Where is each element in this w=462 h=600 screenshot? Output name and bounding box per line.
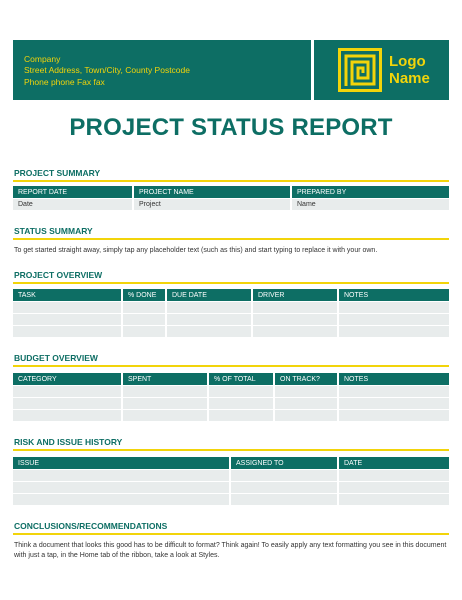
table-cell[interactable]: [275, 385, 337, 397]
table-row: [13, 481, 449, 493]
col-driver[interactable]: DRIVER: [253, 289, 337, 301]
prepared-by-cell[interactable]: Name: [292, 198, 449, 210]
table-cell[interactable]: [231, 481, 337, 493]
project-name-cell[interactable]: Project: [134, 198, 290, 210]
table-cell[interactable]: [339, 313, 449, 325]
col-issue[interactable]: ISSUE: [13, 457, 229, 469]
section-rule: [13, 533, 449, 535]
risk-history-heading[interactable]: RISK AND ISSUE HISTORY: [14, 437, 123, 447]
section-rule: [13, 449, 449, 451]
table-cell[interactable]: [123, 301, 165, 313]
table-cell[interactable]: [231, 469, 337, 481]
company-contact[interactable]: Phone phone Fax fax: [24, 76, 105, 87]
logo-name: [389, 53, 430, 87]
project-overview-heading[interactable]: PROJECT OVERVIEW: [14, 270, 103, 280]
table-cell[interactable]: [209, 385, 273, 397]
col-spent[interactable]: SPENT: [123, 373, 207, 385]
logo-maze-icon: [338, 48, 382, 92]
col-category[interactable]: CATEGORY: [13, 373, 121, 385]
project-summary-table: [11, 186, 451, 210]
section-rule: [13, 282, 449, 284]
table-cell[interactable]: [339, 493, 449, 505]
table-cell[interactable]: [209, 397, 273, 409]
table-cell[interactable]: [339, 481, 449, 493]
logo-line-2: Name: [389, 70, 430, 87]
table-cell[interactable]: [123, 313, 165, 325]
table-cell[interactable]: [13, 469, 229, 481]
table-cell[interactable]: [253, 325, 337, 337]
col-notes[interactable]: NOTES: [339, 373, 449, 385]
table-cell[interactable]: [339, 409, 449, 421]
status-summary-text[interactable]: To get started straight away, simply tap any placeholder text (such as this) and start typing to replace it with your own.: [14, 247, 378, 254]
table-row: [13, 325, 449, 337]
table-cell[interactable]: [209, 409, 273, 421]
col-percent-done[interactable]: % DONE: [123, 289, 165, 301]
table-cell[interactable]: [253, 313, 337, 325]
table-row: [13, 301, 449, 313]
col-due-date[interactable]: DUE DATE: [167, 289, 251, 301]
table-cell[interactable]: [275, 397, 337, 409]
status-summary-heading[interactable]: STATUS SUMMARY: [14, 226, 93, 236]
conclusions-text[interactable]: Think a document that looks this good has to be difficult to format? Think again! To easily apply any text formatting you see in this document with just a tap, in the Home tab of the ribbon, take a look at Styles.: [14, 542, 447, 559]
table-cell[interactable]: [123, 385, 207, 397]
table-cell[interactable]: [339, 385, 449, 397]
section-rule: [13, 180, 449, 182]
report-date-cell[interactable]: Date: [13, 198, 132, 210]
table-cell[interactable]: [167, 325, 251, 337]
project-summary-heading[interactable]: PROJECT SUMMARY: [14, 168, 101, 178]
table-row: [13, 385, 449, 397]
company-info-block: [13, 40, 311, 100]
table-row: [13, 493, 449, 505]
table-cell[interactable]: [123, 397, 207, 409]
report-title[interactable]: PROJECT STATUS REPORT: [69, 114, 393, 141]
table-cell[interactable]: [13, 301, 121, 313]
project-overview-table: [11, 289, 451, 337]
table-cell[interactable]: [339, 397, 449, 409]
conclusions-heading[interactable]: CONCLUSIONS/RECOMMENDATIONS: [14, 521, 168, 531]
col-percent-of-total[interactable]: % OF TOTAL: [209, 373, 273, 385]
table-cell[interactable]: [13, 313, 121, 325]
table-cell[interactable]: [167, 313, 251, 325]
risk-history-table: [11, 457, 451, 505]
header-band: [13, 40, 449, 100]
table-cell[interactable]: [339, 469, 449, 481]
table-row: [13, 397, 449, 409]
table-row: [13, 313, 449, 325]
col-prepared-by[interactable]: PREPARED BY: [292, 186, 449, 198]
table-row: [13, 469, 449, 481]
section-rule: [13, 238, 449, 240]
table-cell[interactable]: [13, 385, 121, 397]
col-task[interactable]: TASK: [13, 289, 121, 301]
table-cell[interactable]: [253, 301, 337, 313]
company-name[interactable]: Company: [24, 54, 61, 64]
logo-block[interactable]: [314, 40, 449, 100]
company-address[interactable]: Street Address, Town/City, County Postcode: [24, 65, 190, 76]
table-cell[interactable]: [231, 493, 337, 505]
col-report-date[interactable]: REPORT DATE: [13, 186, 132, 198]
table-cell[interactable]: [275, 409, 337, 421]
budget-overview-table: [11, 373, 451, 421]
col-date[interactable]: DATE: [339, 457, 449, 469]
col-on-track[interactable]: ON TRACK?: [275, 373, 337, 385]
col-project-name[interactable]: PROJECT NAME: [134, 186, 290, 198]
logo-line-1: Logo: [389, 53, 426, 70]
table-cell[interactable]: [13, 409, 121, 421]
table-cell[interactable]: [13, 481, 229, 493]
budget-overview-heading[interactable]: BUDGET OVERVIEW: [14, 353, 98, 363]
table-cell[interactable]: [123, 325, 165, 337]
table-cell[interactable]: [13, 325, 121, 337]
table-row: [13, 409, 449, 421]
table-cell[interactable]: [339, 301, 449, 313]
col-notes[interactable]: NOTES: [339, 289, 449, 301]
table-cell[interactable]: [167, 301, 251, 313]
section-rule: [13, 365, 449, 367]
col-assigned-to[interactable]: ASSIGNED TO: [231, 457, 337, 469]
table-cell[interactable]: [13, 397, 121, 409]
table-cell[interactable]: [13, 493, 229, 505]
table-row: [13, 198, 449, 210]
table-cell[interactable]: [123, 409, 207, 421]
table-cell[interactable]: [339, 325, 449, 337]
